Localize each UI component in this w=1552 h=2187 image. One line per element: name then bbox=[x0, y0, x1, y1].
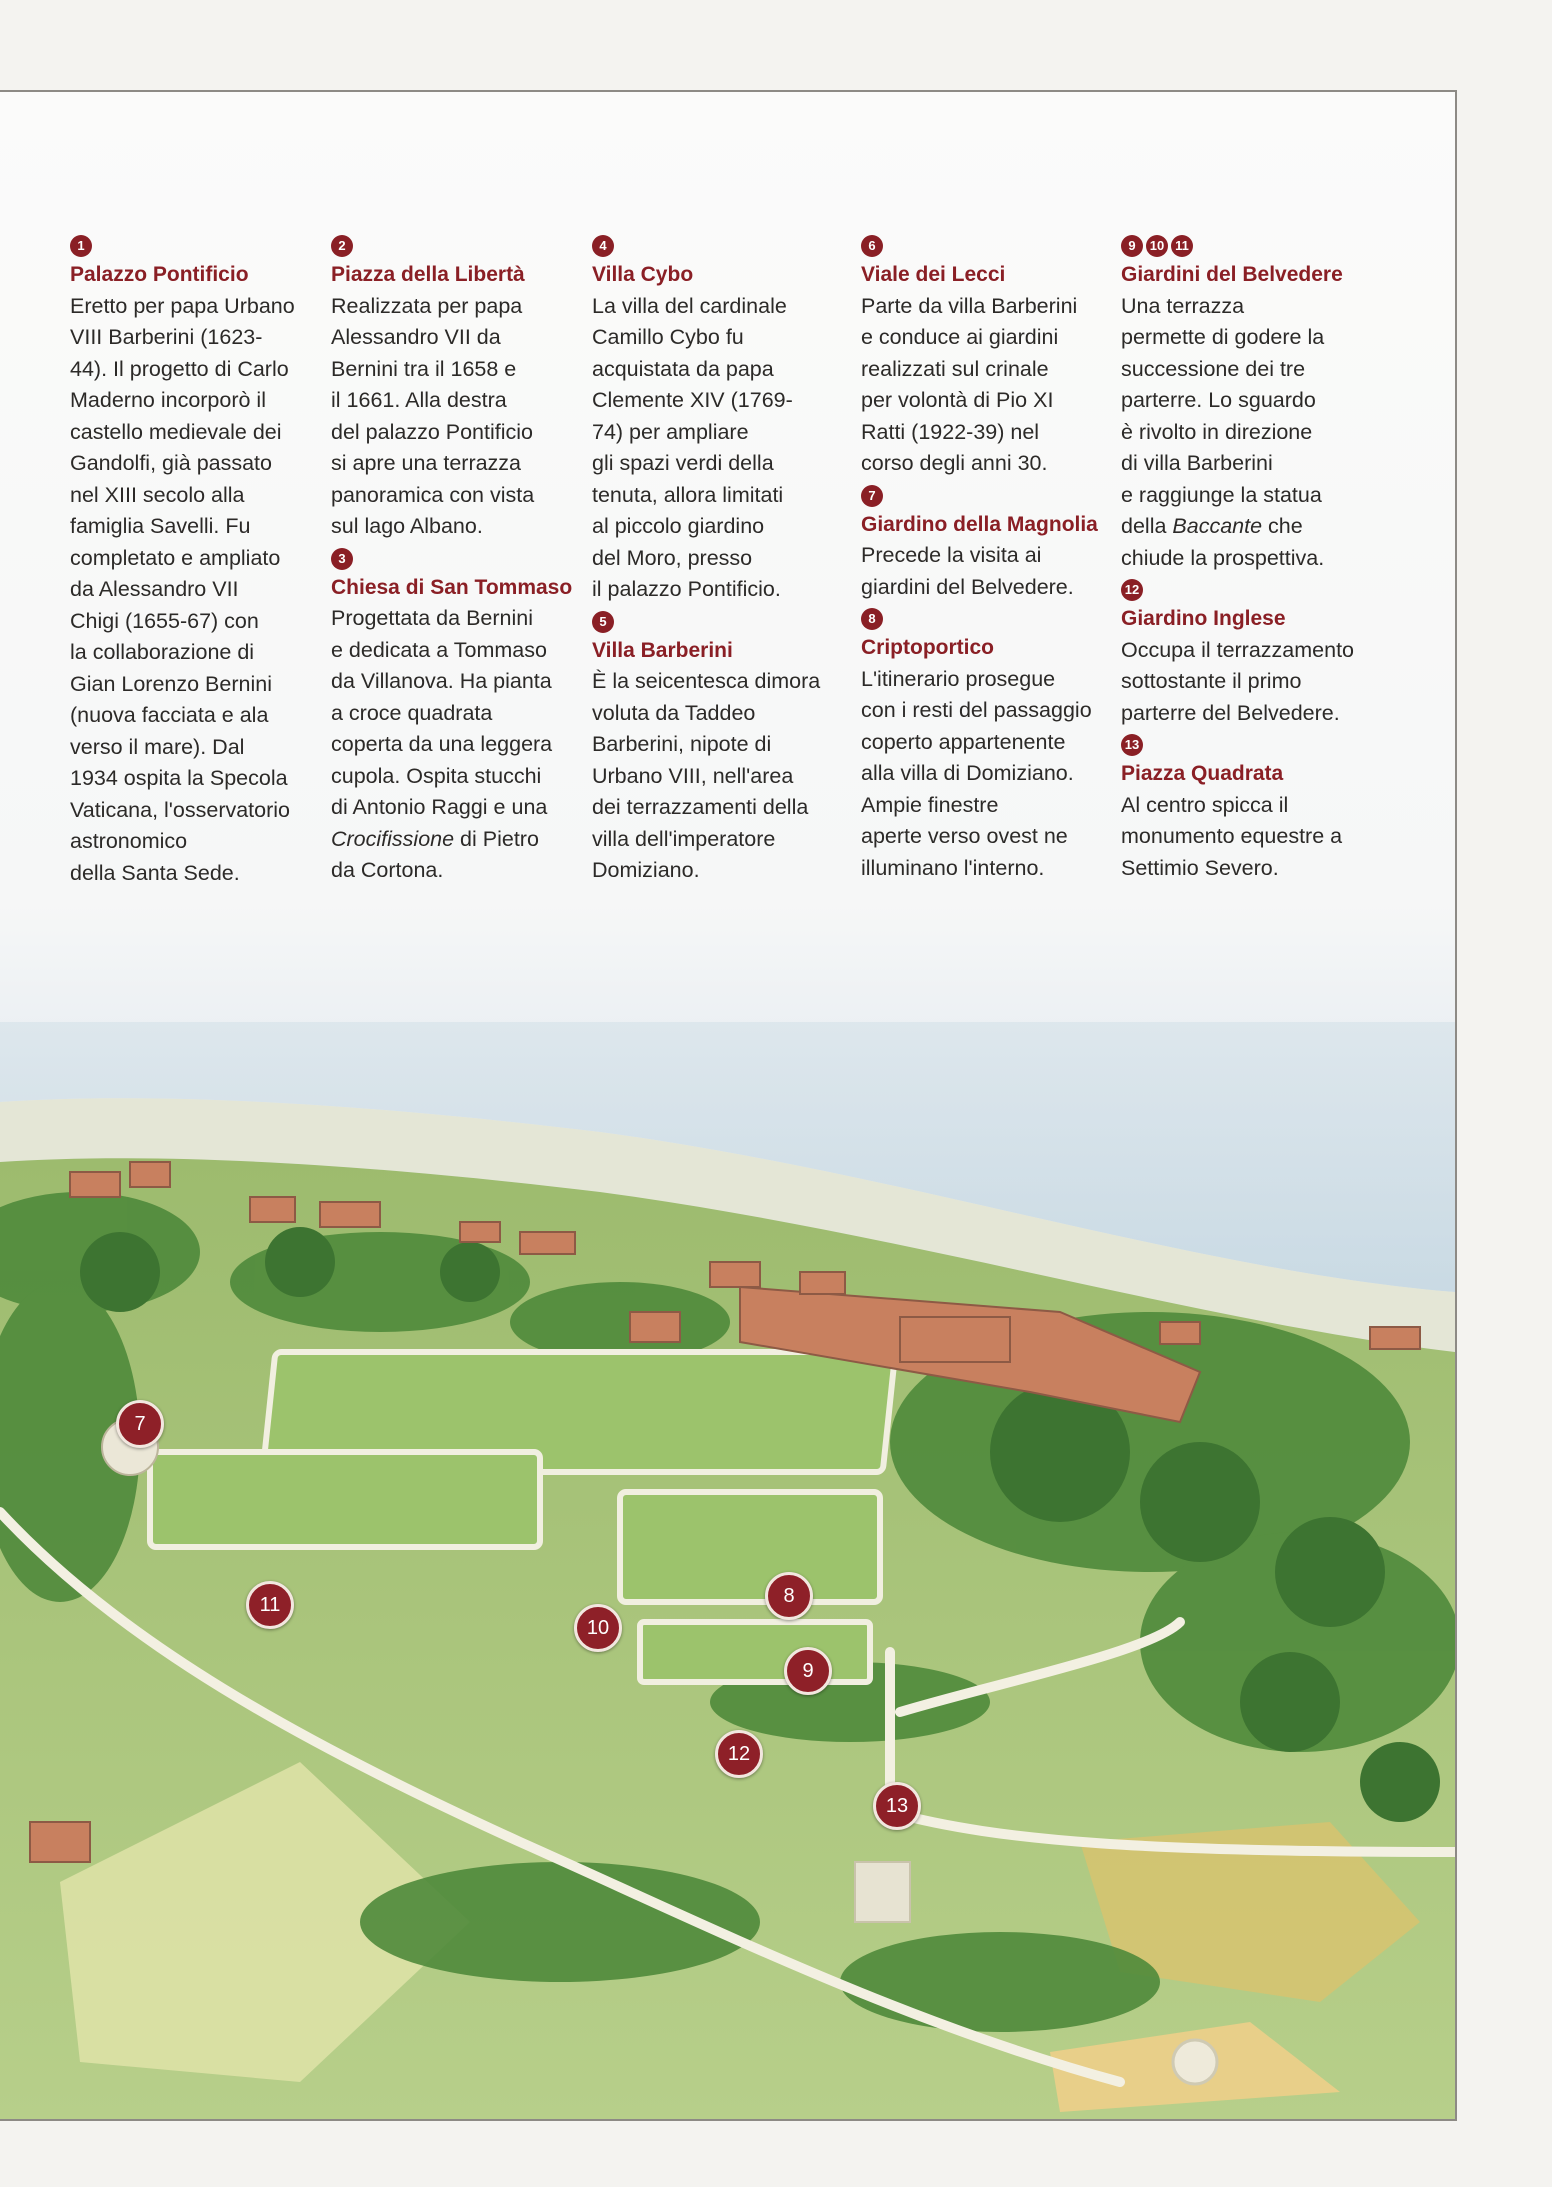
number-badge: 4 bbox=[592, 235, 614, 257]
number-badge: 12 bbox=[1121, 579, 1143, 601]
number-badge: 2 bbox=[331, 235, 353, 257]
legend-column-5 bbox=[1121, 230, 1381, 884]
legend-column-2 bbox=[331, 230, 581, 887]
number-badge: 7 bbox=[861, 485, 883, 507]
entry-body: Progettata da Bernini e dedicata a Tommaso da Villanova. Ha pianta a croce quadrata coperta da una leggera cupola. Ospita stucchi di Antonio Raggi e una Crocifissione di Pietro da Cortona. bbox=[331, 606, 553, 882]
entry-body: Occupa il terrazzamento sottostante il primo parterre del Belvedere. bbox=[1121, 637, 1355, 725]
legend-entry-piazza-della-liberta bbox=[331, 230, 581, 543]
map-marker-8[interactable]: 8 bbox=[765, 1572, 813, 1620]
number-badge: 6 bbox=[861, 235, 883, 257]
legend-entry-viale-dei-lecci bbox=[861, 230, 1111, 480]
legend-column-4 bbox=[861, 230, 1111, 884]
map-marker-9[interactable]: 9 bbox=[784, 1647, 832, 1695]
garden-map-illustration bbox=[0, 1022, 1455, 2119]
legend-entry-piazza-quadrata bbox=[1121, 729, 1381, 884]
entry-title: Giardino Inglese bbox=[1121, 607, 1286, 630]
number-badge: 5 bbox=[592, 611, 614, 633]
legend-entry-giardini-del-belvedere bbox=[1121, 230, 1381, 574]
garden-map bbox=[0, 1022, 1455, 2119]
legend-entry-villa-barberini bbox=[592, 606, 842, 887]
legend-column-3 bbox=[592, 230, 842, 887]
legend-entry-criptoportico bbox=[861, 603, 1111, 884]
map-marker-11[interactable]: 11 bbox=[246, 1581, 294, 1629]
number-badge: 1 bbox=[70, 235, 92, 257]
number-badge: 13 bbox=[1121, 734, 1143, 756]
entry-body: L'itinerario prosegue con i resti del passaggio coperto appartenente alla villa di Domiziano. Ampie finestre aperte verso ovest ne illuminano l'interno. bbox=[861, 666, 1092, 880]
legend-columns bbox=[0, 92, 1455, 922]
entry-body: È la seicentesca dimora voluta da Taddeo Barberini, nipote di Urbano VIII, nell'area dei terrazzamenti della villa dell'imperatore Domiziano. bbox=[592, 669, 821, 882]
legend-entry-palazzo-pontificio bbox=[70, 230, 320, 889]
entry-title: Viale dei Lecci bbox=[861, 263, 1006, 286]
entry-body: La villa del cardinale Camillo Cybo fu acquistata da papa Clemente XIV (1769- 74) per ampliare gli spazi verdi della tenuta, allora limitati al piccolo giardino del Moro, presso il palazzo Pontificio. bbox=[592, 293, 793, 601]
map-marker-12[interactable]: 12 bbox=[715, 1730, 763, 1778]
entry-title: Villa Barberini bbox=[592, 638, 733, 662]
legend-column-1 bbox=[70, 230, 320, 889]
number-badge: 3 bbox=[331, 548, 353, 570]
entry-title: Piazza Quadrata bbox=[1121, 762, 1284, 785]
entry-title: Criptoportico bbox=[861, 636, 994, 659]
entry-title: Palazzo Pontificio bbox=[70, 263, 249, 286]
number-badge: 8 bbox=[861, 608, 883, 630]
legend-entry-chiesa-di-san-tommaso bbox=[331, 543, 581, 887]
legend-entry-giardino-della-magnolia bbox=[861, 480, 1111, 604]
map-marker-10[interactable]: 10 bbox=[574, 1604, 622, 1652]
entry-body: Parte da villa Barberini e conduce ai giardini realizzati sul crinale per volontà di Pio XI Ratti (1922-39) nel corso degli anni 30. bbox=[861, 293, 1078, 475]
entry-body: Al centro spicca il monumento equestre a Settimio Severo. bbox=[1121, 792, 1343, 880]
entry-title: Giardini del Belvedere bbox=[1121, 263, 1343, 286]
legend-entry-villa-cybo bbox=[592, 230, 842, 606]
number-badge: 9 bbox=[1121, 235, 1143, 257]
entry-body: Eretto per papa Urbano VIII Barberini (1623- 44). Il progetto di Carlo Maderno incorporò il castello medievale dei Gandolfi, già passato nel XIII secolo alla famiglia Savelli. Fu completato e ampliato da Alessandro VII Chigi (1655-67) con la collaborazione di Gian Lorenzo Bernini (nuova facciata e ala verso il mare). Dal 1934 ospita la Specola Vaticana, l'osservatorio astronomico della Santa Sede. bbox=[70, 293, 295, 885]
number-badge: 10 bbox=[1146, 235, 1168, 257]
entry-body: Una terrazza permette di godere la successione dei tre parterre. Lo sguardo è rivolto in direzione di villa Barberini e raggiunge la statua della Baccante che chiude la prospettiva. bbox=[1121, 293, 1325, 570]
map-marker-7[interactable]: 7 bbox=[116, 1400, 164, 1448]
map-marker-13[interactable]: 13 bbox=[873, 1782, 921, 1830]
entry-body: Realizzata per papa Alessandro VII da Bernini tra il 1658 e il 1661. Alla destra del palazzo Pontificio si apre una terrazza panoramica con vista sul lago Albano. bbox=[331, 293, 535, 538]
legend-entry-giardino-inglese bbox=[1121, 574, 1381, 729]
entry-title: Piazza della Libertà bbox=[331, 263, 525, 286]
entry-title: Giardino della Magnolia bbox=[861, 512, 1098, 536]
entry-body: Precede la visita ai giardini del Belvedere. bbox=[861, 543, 1074, 599]
page-frame bbox=[0, 90, 1457, 2121]
number-badge: 11 bbox=[1171, 235, 1193, 257]
entry-title: Chiesa di San Tommaso bbox=[331, 575, 573, 599]
entry-title: Villa Cybo bbox=[592, 263, 694, 286]
